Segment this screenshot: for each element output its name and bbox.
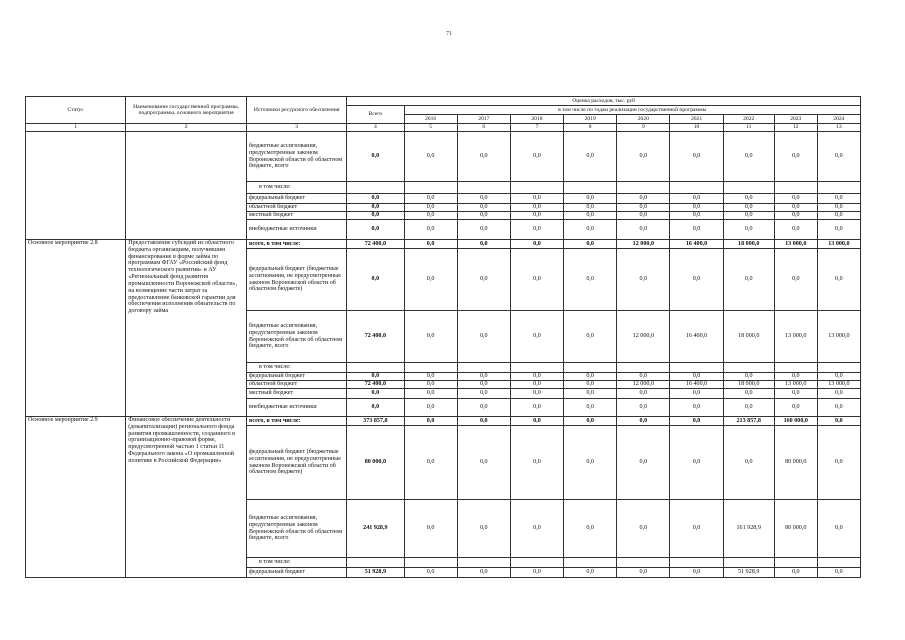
year-value-cell: 18 000,0 — [723, 240, 774, 249]
year-value-cell: 0,0 — [510, 311, 563, 363]
year-value-cell: 0,0 — [457, 417, 510, 426]
source-cell: внебюджетные источники — [246, 220, 346, 240]
source-cell: федеральный бюджет (бюджетные ассигнования, не предусмотренные законом Воронежской области об областном бюджете) — [246, 426, 346, 500]
year-value-cell: 0,0 — [404, 417, 457, 426]
year-value-cell: 0,0 — [510, 500, 563, 558]
source-cell: в том числе: — [246, 363, 346, 373]
program-name-cell: Финансовое обеспечение деятельности (докапитализации) регионального фонда развития промышленности, созданного в организационно-правовой форме, предусмотренной частью 1 статьи 11 Федерального закона «О промышленной политике в Российской Федерации» — [126, 417, 247, 578]
year-value-cell: 13 000,0 — [817, 311, 860, 363]
year-value-cell: 0,0 — [404, 204, 457, 212]
header-year: 2022 — [723, 115, 774, 124]
total-value-cell: 0,0 — [347, 132, 404, 182]
year-value-cell: 12 000,0 — [617, 240, 670, 249]
year-value-cell: 80 000,0 — [774, 426, 817, 500]
year-value-cell: 0,0 — [817, 417, 860, 426]
source-cell: в том числе: — [246, 558, 346, 568]
source-cell: федеральный бюджет — [246, 373, 346, 381]
year-value-cell: 0,0 — [404, 426, 457, 500]
header-year: 2024 — [817, 115, 860, 124]
year-value-cell — [564, 558, 617, 568]
year-value-cell — [817, 363, 860, 373]
year-value-cell: 0,0 — [510, 240, 563, 249]
year-value-cell — [404, 558, 457, 568]
header-year: 2017 — [457, 115, 510, 124]
column-number: 11 — [723, 124, 774, 132]
year-value-cell: 0,0 — [617, 373, 670, 381]
table-row — [26, 240, 861, 249]
year-value-cell — [617, 363, 670, 373]
source-cell: областной бюджет — [246, 204, 346, 212]
source-cell: всего, в том числе: — [246, 417, 346, 426]
column-number: 2 — [126, 124, 247, 132]
total-value-cell: 51 928,9 — [347, 568, 404, 578]
year-value-cell: 0,0 — [774, 568, 817, 578]
year-value-cell: 0,0 — [817, 220, 860, 240]
year-value-cell: 0,0 — [817, 132, 860, 182]
header-year: 2018 — [510, 115, 563, 124]
source-cell: федеральный бюджет (бюджетные ассигнования, не предусмотренные законом Воронежской области об областном бюджете) — [246, 249, 346, 311]
year-value-cell: 0,0 — [670, 204, 723, 212]
column-number: 4 — [347, 124, 404, 132]
year-value-cell: 0,0 — [404, 240, 457, 249]
year-value-cell: 0,0 — [404, 399, 457, 417]
year-value-cell — [510, 182, 563, 194]
source-cell: областной бюджет — [246, 381, 346, 389]
status-cell — [26, 132, 126, 240]
source-cell: бюджетные ассигнования, предусмотренные законом Воронежской области об областном бюджете, всего — [246, 311, 346, 363]
program-name-cell — [126, 132, 247, 240]
year-value-cell: 0,0 — [617, 417, 670, 426]
year-value-cell: 161 928,9 — [723, 500, 774, 558]
column-number: 3 — [246, 124, 346, 132]
year-value-cell: 13 000,0 — [817, 381, 860, 389]
source-cell: внебюджетные источники — [246, 399, 346, 417]
year-value-cell: 0,0 — [404, 194, 457, 204]
year-value-cell — [564, 363, 617, 373]
year-value-cell: 0,0 — [404, 373, 457, 381]
year-value-cell: 12 000,0 — [617, 311, 670, 363]
year-value-cell: 0,0 — [723, 426, 774, 500]
total-value-cell: 241 928,9 — [347, 500, 404, 558]
year-value-cell: 0,0 — [774, 389, 817, 399]
year-value-cell: 0,0 — [617, 426, 670, 500]
header-year: 2021 — [670, 115, 723, 124]
year-value-cell: 0,0 — [670, 212, 723, 220]
year-value-cell: 0,0 — [457, 389, 510, 399]
year-value-cell: 16 400,0 — [670, 311, 723, 363]
year-value-cell: 0,0 — [457, 373, 510, 381]
year-value-cell — [774, 558, 817, 568]
total-value-cell: 0,0 — [347, 204, 404, 212]
column-number: 8 — [564, 124, 617, 132]
year-value-cell: 0,0 — [564, 132, 617, 182]
total-value-cell: 0,0 — [347, 399, 404, 417]
year-value-cell: 0,0 — [723, 212, 774, 220]
year-value-cell: 0,0 — [457, 311, 510, 363]
year-value-cell: 0,0 — [774, 132, 817, 182]
year-value-cell — [404, 182, 457, 194]
year-value-cell — [617, 182, 670, 194]
page-number: 71 — [446, 31, 452, 37]
year-value-cell: 0,0 — [404, 220, 457, 240]
year-value-cell: 0,0 — [510, 389, 563, 399]
year-value-cell: 0,0 — [817, 204, 860, 212]
total-value-cell: 0,0 — [347, 249, 404, 311]
header-including: в том числе по годам реализации государственной программы — [404, 106, 861, 115]
year-value-cell: 18 000,0 — [723, 381, 774, 389]
year-value-cell: 0,0 — [457, 240, 510, 249]
total-value-cell: 0,0 — [347, 220, 404, 240]
year-value-cell: 0,0 — [723, 389, 774, 399]
year-value-cell: 0,0 — [564, 426, 617, 500]
year-value-cell: 0,0 — [564, 204, 617, 212]
year-value-cell: 0,0 — [617, 568, 670, 578]
year-value-cell: 0,0 — [617, 220, 670, 240]
year-value-cell: 0,0 — [817, 399, 860, 417]
year-value-cell: 16 400,0 — [670, 381, 723, 389]
year-value-cell: 0,0 — [564, 311, 617, 363]
source-cell: федеральный бюджет — [246, 568, 346, 578]
year-value-cell: 0,0 — [564, 399, 617, 417]
year-value-cell — [404, 363, 457, 373]
year-value-cell: 0,0 — [457, 399, 510, 417]
year-value-cell: 0,0 — [723, 132, 774, 182]
header-year: 2016 — [404, 115, 457, 124]
year-value-cell: 0,0 — [723, 249, 774, 311]
total-value-cell — [347, 182, 404, 194]
year-value-cell: 0,0 — [817, 389, 860, 399]
year-value-cell: 0,0 — [404, 568, 457, 578]
year-value-cell: 0,0 — [457, 568, 510, 578]
year-value-cell: 0,0 — [817, 249, 860, 311]
column-number: 7 — [510, 124, 563, 132]
year-value-cell: 0,0 — [404, 212, 457, 220]
year-value-cell: 0,0 — [457, 381, 510, 389]
year-value-cell: 0,0 — [817, 500, 860, 558]
column-number: 9 — [617, 124, 670, 132]
year-value-cell: 0,0 — [774, 212, 817, 220]
table-body — [26, 132, 861, 578]
year-value-cell: 0,0 — [670, 373, 723, 381]
total-value-cell: 72 400,0 — [347, 381, 404, 389]
column-number: 1 — [26, 124, 126, 132]
total-value-cell: 0,0 — [347, 389, 404, 399]
year-value-cell: 0,0 — [617, 249, 670, 311]
year-value-cell: 0,0 — [510, 568, 563, 578]
year-value-cell: 0,0 — [457, 249, 510, 311]
year-value-cell: 0,0 — [510, 220, 563, 240]
year-value-cell: 0,0 — [774, 373, 817, 381]
year-value-cell: 0,0 — [670, 389, 723, 399]
year-value-cell: 0,0 — [457, 220, 510, 240]
year-value-cell — [617, 558, 670, 568]
year-value-cell: 13 000,0 — [774, 311, 817, 363]
total-value-cell — [347, 363, 404, 373]
year-value-cell: 0,0 — [774, 194, 817, 204]
year-value-cell: 0,0 — [617, 399, 670, 417]
year-value-cell: 0,0 — [774, 249, 817, 311]
column-number: 6 — [457, 124, 510, 132]
year-value-cell — [723, 363, 774, 373]
year-value-cell: 0,0 — [457, 212, 510, 220]
source-cell: бюджетные ассигнования, предусмотренные законом Воронежской области об областном бюджете, всего — [246, 132, 346, 182]
year-value-cell: 0,0 — [817, 194, 860, 204]
year-value-cell: 0,0 — [723, 399, 774, 417]
year-value-cell: 0,0 — [670, 500, 723, 558]
year-value-cell: 0,0 — [564, 194, 617, 204]
year-value-cell: 0,0 — [670, 220, 723, 240]
status-cell: Основное мероприятие 2.9 — [26, 417, 126, 578]
year-value-cell: 0,0 — [564, 220, 617, 240]
year-value-cell: 0,0 — [457, 426, 510, 500]
year-value-cell: 16 400,0 — [670, 240, 723, 249]
year-value-cell: 13 000,0 — [817, 240, 860, 249]
source-cell: местный бюджет — [246, 212, 346, 220]
year-value-cell: 0,0 — [670, 249, 723, 311]
header-year: 2019 — [564, 115, 617, 124]
year-value-cell: 0,0 — [564, 389, 617, 399]
year-value-cell: 0,0 — [617, 389, 670, 399]
header-source: Источники ресурсного обеспечения — [246, 97, 346, 124]
total-value-cell: 0,0 — [347, 212, 404, 220]
year-value-cell: 0,0 — [670, 417, 723, 426]
year-value-cell: 0,0 — [510, 399, 563, 417]
year-value-cell: 0,0 — [723, 373, 774, 381]
year-value-cell: 0,0 — [510, 249, 563, 311]
year-value-cell: 13 000,0 — [774, 240, 817, 249]
year-value-cell: 0,0 — [457, 204, 510, 212]
year-value-cell — [564, 182, 617, 194]
total-value-cell: 72 400,0 — [347, 311, 404, 363]
year-value-cell — [457, 363, 510, 373]
year-value-cell: 0,0 — [404, 389, 457, 399]
year-value-cell: 0,0 — [670, 568, 723, 578]
year-value-cell: 0,0 — [817, 212, 860, 220]
year-value-cell — [774, 363, 817, 373]
year-value-cell — [723, 558, 774, 568]
budget-sheet — [25, 96, 861, 578]
year-value-cell: 0,0 — [774, 204, 817, 212]
year-value-cell: 0,0 — [564, 500, 617, 558]
year-value-cell: 0,0 — [457, 194, 510, 204]
status-cell: Основное мероприятие 2.8 — [26, 240, 126, 417]
year-value-cell: 0,0 — [670, 399, 723, 417]
total-value-cell: 373 857,8 — [347, 417, 404, 426]
year-value-cell: 0,0 — [510, 373, 563, 381]
year-value-cell — [510, 363, 563, 373]
year-value-cell: 80 000,0 — [774, 500, 817, 558]
year-value-cell — [670, 182, 723, 194]
year-value-cell: 0,0 — [564, 381, 617, 389]
column-number: 13 — [817, 124, 860, 132]
year-value-cell: 0,0 — [670, 426, 723, 500]
total-value-cell: 0,0 — [347, 194, 404, 204]
source-cell: всего, в том числе: — [246, 240, 346, 249]
year-value-cell: 0,0 — [817, 426, 860, 500]
year-value-cell: 0,0 — [564, 417, 617, 426]
year-value-cell: 0,0 — [510, 417, 563, 426]
header-year: 2023 — [774, 115, 817, 124]
year-value-cell — [510, 558, 563, 568]
year-value-cell: 0,0 — [723, 220, 774, 240]
year-value-cell: 0,0 — [774, 220, 817, 240]
year-value-cell: 213 857,8 — [723, 417, 774, 426]
year-value-cell: 51 928,9 — [723, 568, 774, 578]
total-value-cell: 80 000,0 — [347, 426, 404, 500]
year-value-cell — [670, 363, 723, 373]
year-value-cell: 0,0 — [817, 568, 860, 578]
year-value-cell: 0,0 — [510, 132, 563, 182]
year-value-cell: 0,0 — [723, 194, 774, 204]
year-value-cell: 160 000,0 — [774, 417, 817, 426]
total-value-cell: 72 400,0 — [347, 240, 404, 249]
header-program-name: Наименование государственной программы, подпрограммы, основного мероприятия — [126, 97, 247, 124]
column-number: 5 — [404, 124, 457, 132]
year-value-cell: 0,0 — [564, 373, 617, 381]
source-cell: федеральный бюджет — [246, 194, 346, 204]
header-estimate: Оценка расходов, тыс. руб — [347, 97, 861, 106]
source-cell: в том числе: — [246, 182, 346, 194]
year-value-cell: 13 000,0 — [774, 381, 817, 389]
year-value-cell: 0,0 — [404, 132, 457, 182]
year-value-cell: 0,0 — [617, 132, 670, 182]
year-value-cell: 0,0 — [510, 204, 563, 212]
program-name-cell: Предоставление субсидий из областного бюджета организациям, получившим финансирование в форме займа по программам ФГАУ «Российский фонд технологического развития» и АУ «Региональный фонд развития промышленности Воронежской области», на возмещение части затрат за предоставление банковской гарантии для обеспечения исполнения обязательств по договору займа — [126, 240, 247, 417]
year-value-cell: 0,0 — [404, 311, 457, 363]
year-value-cell: 0,0 — [617, 204, 670, 212]
year-value-cell: 0,0 — [404, 500, 457, 558]
table-row — [26, 132, 861, 182]
year-value-cell: 0,0 — [404, 249, 457, 311]
year-value-cell: 0,0 — [617, 500, 670, 558]
header-year: 2020 — [617, 115, 670, 124]
year-value-cell: 0,0 — [457, 500, 510, 558]
year-value-cell — [817, 558, 860, 568]
year-value-cell — [457, 558, 510, 568]
source-cell: бюджетные ассигнования, предусмотренные законом Воронежской области об областном бюджете, всего — [246, 500, 346, 558]
year-value-cell — [723, 182, 774, 194]
year-value-cell: 0,0 — [510, 212, 563, 220]
year-value-cell: 0,0 — [670, 194, 723, 204]
year-value-cell: 0,0 — [564, 212, 617, 220]
year-value-cell: 0,0 — [510, 381, 563, 389]
year-value-cell — [457, 182, 510, 194]
year-value-cell: 0,0 — [564, 240, 617, 249]
year-value-cell: 12 000,0 — [617, 381, 670, 389]
header-total: Всего — [347, 106, 404, 124]
year-value-cell — [670, 558, 723, 568]
year-value-cell: 0,0 — [774, 399, 817, 417]
year-value-cell: 18 000,0 — [723, 311, 774, 363]
year-value-cell — [774, 182, 817, 194]
table-row — [26, 417, 861, 426]
column-number: 10 — [670, 124, 723, 132]
year-value-cell: 0,0 — [617, 194, 670, 204]
year-value-cell: 0,0 — [510, 194, 563, 204]
year-value-cell — [817, 182, 860, 194]
year-value-cell: 0,0 — [670, 132, 723, 182]
year-value-cell: 0,0 — [457, 132, 510, 182]
header-status: Статус — [26, 97, 126, 124]
total-value-cell: 0,0 — [347, 373, 404, 381]
year-value-cell: 0,0 — [817, 373, 860, 381]
year-value-cell: 0,0 — [723, 204, 774, 212]
year-value-cell: 0,0 — [510, 426, 563, 500]
column-number: 12 — [774, 124, 817, 132]
year-value-cell: 0,0 — [404, 381, 457, 389]
year-value-cell: 0,0 — [564, 249, 617, 311]
source-cell: местный бюджет — [246, 389, 346, 399]
year-value-cell: 0,0 — [564, 568, 617, 578]
year-value-cell: 0,0 — [617, 212, 670, 220]
total-value-cell — [347, 558, 404, 568]
budget-table — [25, 96, 861, 578]
